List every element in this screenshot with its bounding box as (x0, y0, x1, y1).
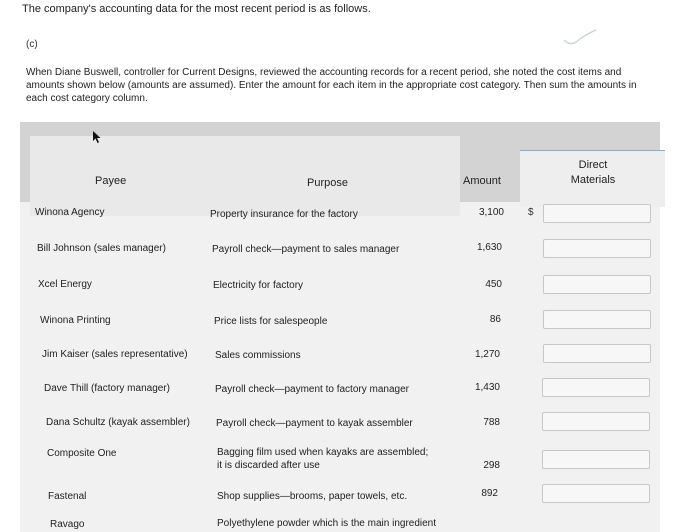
payee-cell: Winona Agency (35, 207, 105, 218)
payee-cell: Jim Kaiser (sales representative) (42, 349, 188, 360)
purpose-cell: Electricity for factory (213, 280, 304, 291)
purpose-cell: Payroll check—payment to sales manager (212, 244, 400, 255)
direct-materials-input[interactable] (543, 310, 651, 329)
amount-cell: 86 (489, 314, 501, 325)
direct-materials-input[interactable] (543, 239, 651, 258)
purpose-cell: Payroll check—payment to factory manager (215, 384, 409, 395)
direct-materials-input[interactable] (542, 378, 650, 397)
amount-header: Amount (463, 175, 501, 187)
check-mark-icon (560, 28, 600, 48)
cost-table (20, 122, 660, 532)
direct-materials-header-line1: Direct (578, 159, 608, 171)
payee-cell: Dana Schultz (kayak assembler) (46, 417, 190, 428)
payee-cell: Winona Printing (40, 315, 111, 326)
amount-cell: 1,630 (476, 242, 502, 253)
direct-materials-input[interactable] (543, 275, 651, 294)
part-label: (c) (26, 39, 38, 50)
amount-cell: 892 (481, 488, 498, 499)
payee-cell: Ravago (50, 519, 85, 530)
payee-cell: Xcel Energy (38, 279, 92, 290)
currency-symbol: $ (528, 207, 534, 218)
purpose-cell: Property insurance for the factory (210, 209, 358, 220)
cursor-icon (90, 130, 104, 144)
direct-materials-input[interactable] (542, 484, 650, 503)
amount-cell: 3,100 (478, 207, 504, 218)
purpose-cell: Sales commissions (215, 350, 301, 361)
amount-cell: 788 (483, 417, 500, 428)
direct-materials-header-line2: Materials (570, 174, 616, 186)
purpose-cell: Payroll check—payment to kayak assembler (216, 418, 413, 429)
payee-cell: Fastenal (48, 491, 87, 502)
direct-materials-header (558, 158, 628, 188)
direct-materials-input[interactable] (543, 204, 651, 223)
payee-cell: Bill Johnson (sales manager) (37, 243, 166, 254)
purpose-cell-line2: it is discarded after use (217, 460, 320, 471)
amount-cell: 450 (485, 279, 502, 290)
intro-text: The company's accounting data for the most recent period is as follows. (22, 3, 371, 15)
direct-materials-input[interactable] (542, 412, 650, 431)
purpose-header: Purpose (307, 177, 348, 189)
direct-materials-input[interactable] (542, 450, 650, 469)
amount-cell: 1,430 (474, 382, 500, 393)
amount-cell: 298 (483, 460, 500, 471)
purpose-cell: Shop supplies—brooms, paper towels, etc. (217, 491, 408, 502)
direct-materials-input[interactable] (543, 344, 651, 363)
amount-cell: 1,270 (474, 349, 500, 360)
purpose-cell: Bagging film used when kayaks are assembled; (217, 447, 429, 458)
payee-cell: Composite One (47, 448, 117, 459)
purpose-cell: Price lists for salespeople (214, 316, 328, 327)
instructions: When Diane Buswell, controller for Current Designs, reviewed the accounting records for a recent period, she noted the cost items and amounts shown below (amounts are assumed). Enter the amount for each item in the appropriate cost category. Then sum the amounts in each cost category column. (26, 67, 637, 104)
payee-cell: Dave Thill (factory manager) (44, 383, 170, 394)
purpose-cell: Polyethylene powder which is the main ingredient (217, 518, 437, 529)
payee-header: Payee (95, 175, 127, 187)
